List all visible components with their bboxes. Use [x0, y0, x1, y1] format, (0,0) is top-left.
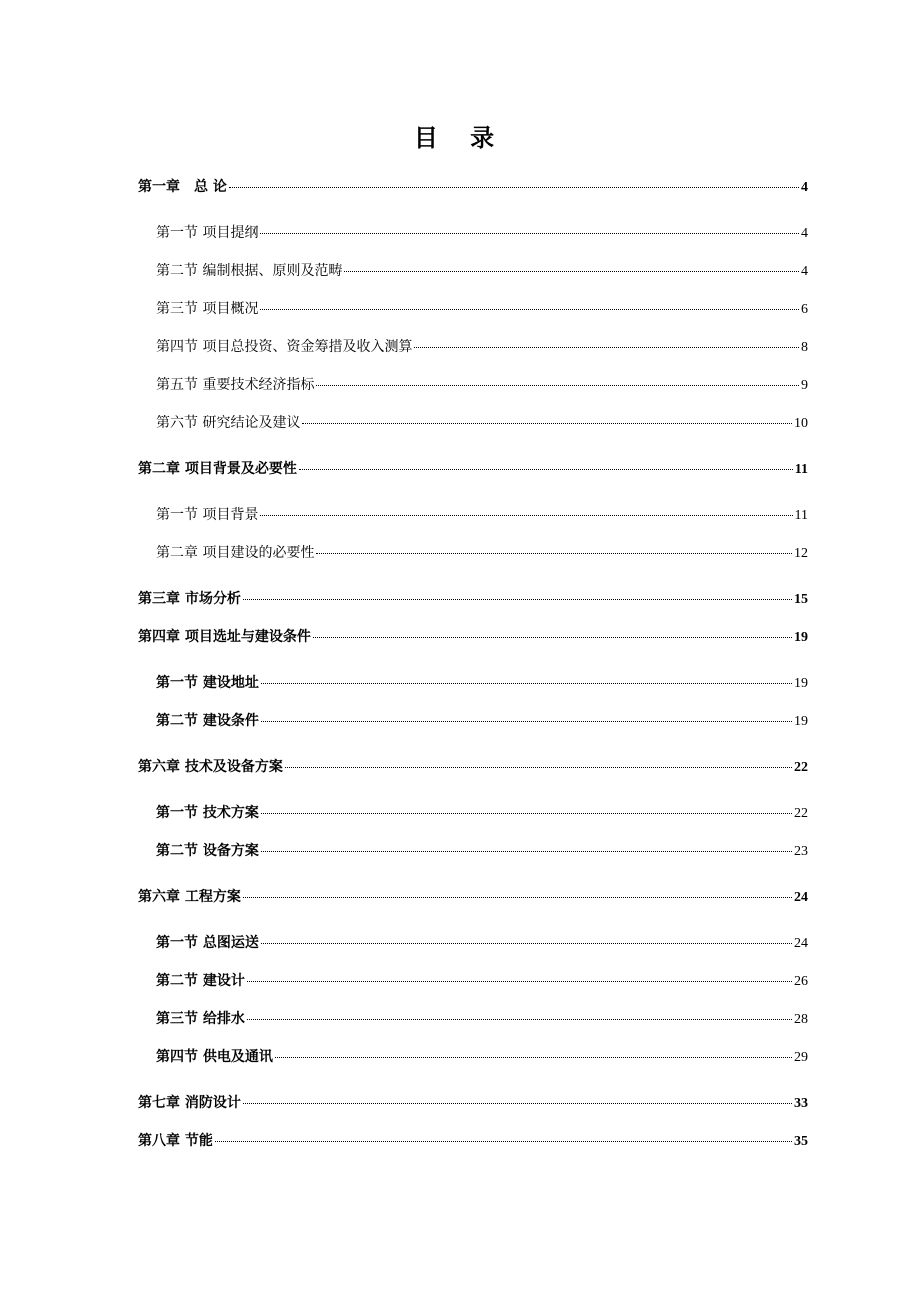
toc-entry-label: 第二节 编制根据、原则及范畴 — [156, 263, 343, 279]
toc-section-entry[interactable] — [138, 970, 808, 994]
toc-section-entry[interactable] — [138, 672, 808, 696]
toc-section-entry[interactable] — [138, 504, 808, 528]
toc-page-number: 11 — [794, 508, 808, 523]
toc-dot-leader — [414, 347, 799, 348]
toc-section-entry[interactable] — [138, 1046, 808, 1070]
toc-page-number: 19 — [794, 630, 808, 645]
toc-entry-label: 第二节 建设计 — [156, 973, 245, 989]
toc-entry-label: 第一节 技术方案 — [156, 805, 259, 821]
toc-dot-leader — [260, 515, 792, 516]
toc-section-entry[interactable] — [138, 542, 808, 566]
toc-chapter-entry[interactable] — [138, 176, 808, 200]
toc-page-number: 33 — [794, 1096, 808, 1111]
toc-dot-leader — [243, 1103, 792, 1104]
toc-section-entry[interactable] — [138, 222, 808, 246]
toc-chapter-entry[interactable] — [138, 1130, 808, 1154]
toc-dot-leader — [261, 721, 792, 722]
toc-section-entry[interactable] — [138, 710, 808, 734]
toc-page-number: 10 — [794, 416, 808, 431]
toc-dot-leader — [261, 683, 792, 684]
toc-dot-leader — [215, 1141, 792, 1142]
toc-entry-label: 第二节 建设条件 — [156, 713, 259, 729]
toc-dot-leader — [316, 385, 799, 386]
toc-section-entry[interactable] — [138, 412, 808, 436]
toc-chapter-entry[interactable] — [138, 1092, 808, 1116]
toc-entry-label: 第四节 供电及通讯 — [156, 1049, 273, 1065]
toc-entry-label: 第一章 总 论 — [138, 179, 227, 195]
toc-section-entry[interactable] — [138, 802, 808, 826]
toc-section-entry[interactable] — [138, 336, 808, 360]
toc-entry-label: 第四章 项目选址与建设条件 — [138, 629, 311, 645]
toc-entry-label: 第六节 研究结论及建议 — [156, 415, 301, 431]
toc-entry-label: 第一节 项目提纲 — [156, 225, 259, 241]
toc-section-entry[interactable] — [138, 1008, 808, 1032]
toc-chapter-entry[interactable] — [138, 458, 808, 482]
toc-dot-leader — [313, 637, 792, 638]
toc-entry-label: 第一节 建设地址 — [156, 675, 259, 691]
table-of-contents — [138, 176, 808, 1154]
toc-entry-label: 第二章 项目建设的必要性 — [156, 545, 315, 561]
toc-entry-label: 第三章 市场分析 — [138, 591, 241, 607]
toc-entry-label: 第六章 技术及设备方案 — [138, 759, 283, 775]
toc-dot-leader — [344, 271, 799, 272]
toc-section-entry[interactable] — [138, 840, 808, 864]
toc-chapter-entry[interactable] — [138, 626, 808, 650]
toc-dot-leader — [229, 187, 799, 188]
toc-chapter-entry[interactable] — [138, 756, 808, 780]
toc-dot-leader — [260, 233, 799, 234]
toc-page-number: 23 — [794, 844, 808, 859]
toc-page-number: 4 — [801, 264, 808, 279]
toc-chapter-entry[interactable] — [138, 588, 808, 612]
toc-entry-label: 第三节 项目概况 — [156, 301, 259, 317]
toc-dot-leader — [261, 851, 792, 852]
toc-entry-label: 第二节 设备方案 — [156, 843, 259, 859]
toc-page-number: 19 — [794, 714, 808, 729]
toc-page-number: 11 — [794, 462, 808, 477]
toc-dot-leader — [243, 897, 792, 898]
toc-dot-leader — [260, 309, 799, 310]
toc-page-number: 8 — [801, 340, 808, 355]
toc-dot-leader — [302, 423, 792, 424]
toc-page-number: 26 — [794, 974, 808, 989]
toc-section-entry[interactable] — [138, 374, 808, 398]
toc-page-number: 15 — [794, 592, 808, 607]
toc-page-number: 9 — [801, 378, 808, 393]
toc-dot-leader — [285, 767, 792, 768]
toc-dot-leader — [247, 1019, 792, 1020]
toc-page-number: 29 — [794, 1050, 808, 1065]
toc-dot-leader — [299, 469, 793, 470]
toc-entry-label: 第七章 消防设计 — [138, 1095, 241, 1111]
toc-page-number: 6 — [801, 302, 808, 317]
toc-dot-leader — [261, 813, 792, 814]
toc-page-number: 28 — [794, 1012, 808, 1027]
toc-page-number: 22 — [794, 760, 808, 775]
toc-entry-label: 第一节 总图运送 — [156, 935, 259, 951]
toc-page-number: 24 — [794, 936, 808, 951]
toc-dot-leader — [243, 599, 792, 600]
toc-entry-label: 第八章 节能 — [138, 1133, 213, 1149]
toc-entry-label: 第三节 给排水 — [156, 1011, 245, 1027]
toc-dot-leader — [261, 943, 792, 944]
toc-page-number: 19 — [794, 676, 808, 691]
toc-section-entry[interactable] — [138, 260, 808, 284]
toc-page-number: 4 — [801, 180, 808, 195]
toc-page-number: 24 — [794, 890, 808, 905]
toc-entry-label: 第一节 项目背景 — [156, 507, 259, 523]
toc-entry-label: 第六章 工程方案 — [138, 889, 241, 905]
toc-chapter-entry[interactable] — [138, 886, 808, 910]
toc-page-number: 22 — [794, 806, 808, 821]
toc-page-number: 12 — [794, 546, 808, 561]
toc-section-entry[interactable] — [138, 932, 808, 956]
toc-dot-leader — [316, 553, 792, 554]
toc-dot-leader — [275, 1057, 792, 1058]
toc-entry-label: 第四节 项目总投资、资金筹措及收入测算 — [156, 339, 413, 355]
toc-page-number: 35 — [794, 1134, 808, 1149]
toc-page-number: 4 — [801, 226, 808, 241]
toc-entry-label: 第二章 项目背景及必要性 — [138, 461, 297, 477]
toc-entry-label: 第五节 重要技术经济指标 — [156, 377, 315, 393]
page-title: 目 录 — [413, 124, 507, 152]
toc-dot-leader — [247, 981, 792, 982]
toc-section-entry[interactable] — [138, 298, 808, 322]
